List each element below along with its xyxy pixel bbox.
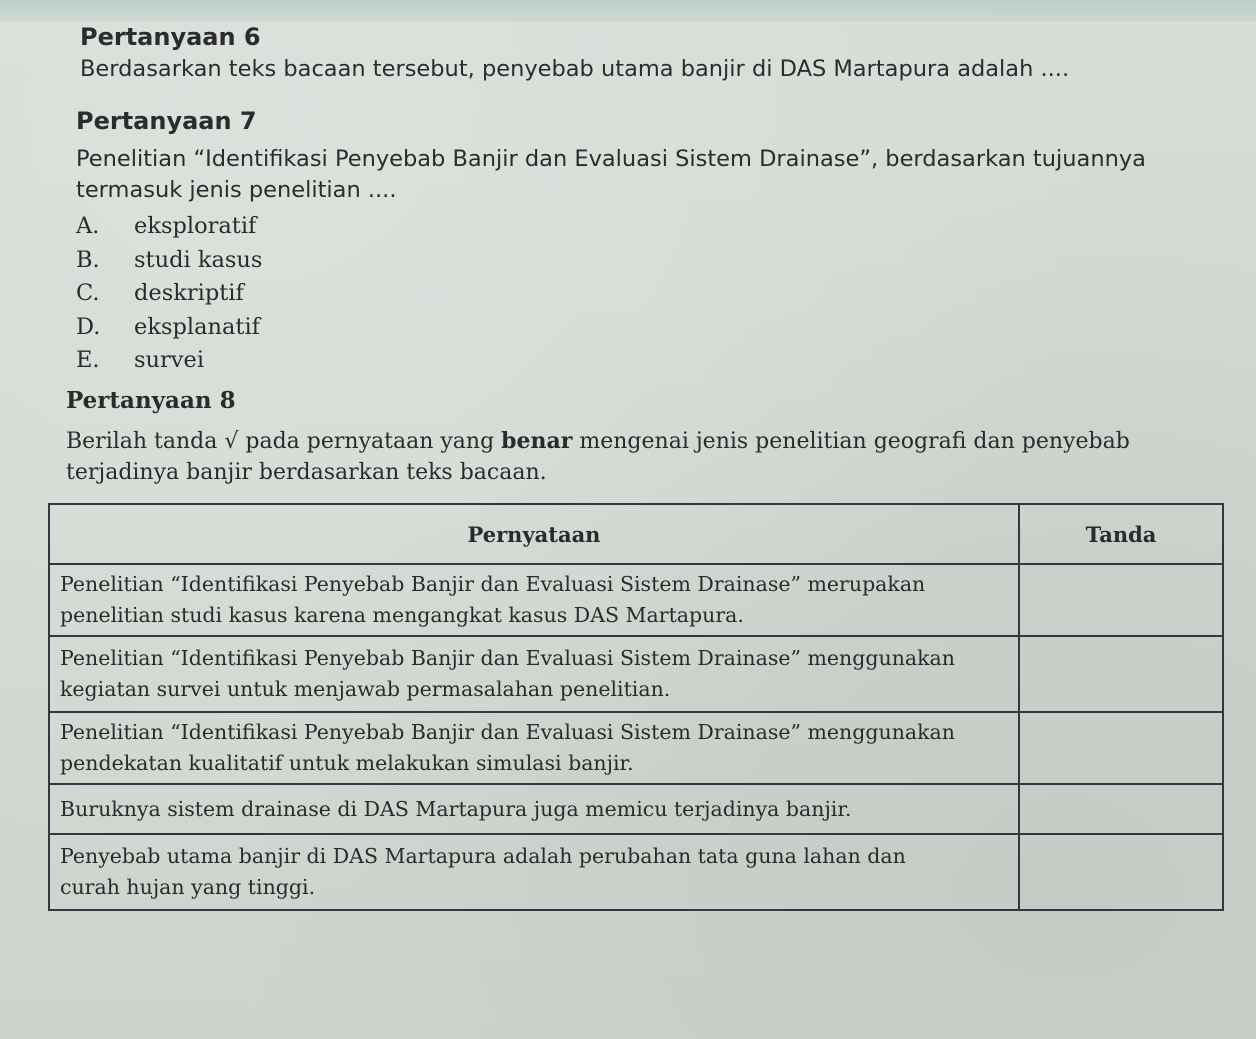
question-6-heading: Pertanyaan 6 bbox=[80, 23, 261, 51]
option-text: deskriptif bbox=[134, 280, 244, 306]
question-8-instruction-line1 bbox=[66, 426, 1231, 457]
question-7-heading: Pertanyaan 7 bbox=[76, 107, 257, 135]
option-text: eksplanatif bbox=[134, 313, 260, 340]
option-c[interactable] bbox=[76, 277, 1236, 311]
option-text: eksploratif bbox=[134, 213, 257, 239]
table-row bbox=[49, 564, 1223, 636]
option-letter: E. bbox=[76, 347, 100, 373]
statement-line: Penyebab utama banjir di DAS Martapura adalah perubahan tata guna lahan dan bbox=[60, 844, 906, 868]
page-edge bbox=[0, 0, 1256, 22]
statement-line: Penelitian “Identifikasi Penyebab Banjir dan Evaluasi Sistem Drainase” menggunakan bbox=[60, 720, 955, 744]
statement-cell bbox=[49, 564, 1019, 636]
table-row bbox=[49, 834, 1223, 910]
column-header-statement: Pernyataan bbox=[49, 504, 1019, 564]
table-row bbox=[49, 636, 1223, 712]
statement-line: kegiatan survei untuk menjawab permasalahan penelitian. bbox=[60, 677, 671, 701]
statement-line: Penelitian “Identifikasi Penyebab Banjir dan Evaluasi Sistem Drainase” merupakan bbox=[60, 572, 926, 596]
option-a[interactable] bbox=[76, 210, 1236, 244]
instruction-text-start: Berilah tanda bbox=[66, 429, 225, 454]
statement-line: pendekatan kualitatif untuk melakukan simulasi banjir. bbox=[60, 751, 634, 775]
table-row bbox=[49, 712, 1223, 784]
column-header-mark: Tanda bbox=[1019, 504, 1223, 564]
instruction-text-middle: pada pernyataan yang bbox=[238, 429, 502, 454]
checkmark-icon: √ bbox=[224, 429, 239, 454]
option-d[interactable] bbox=[76, 311, 1236, 345]
question-8-heading: Pertanyaan 8 bbox=[66, 387, 236, 414]
mark-cell[interactable] bbox=[1019, 834, 1223, 910]
question-8 bbox=[66, 386, 1231, 488]
mark-cell[interactable] bbox=[1019, 564, 1223, 636]
mark-cell[interactable] bbox=[1019, 712, 1223, 784]
option-text: studi kasus bbox=[134, 246, 263, 273]
mark-cell[interactable] bbox=[1019, 784, 1223, 834]
question-8-instruction-line2: terjadinya banjir berdasarkan teks bacaan. bbox=[66, 460, 547, 485]
statement-cell bbox=[49, 636, 1019, 712]
statement-cell bbox=[49, 712, 1019, 784]
statements-table bbox=[48, 503, 1224, 911]
statement-cell bbox=[49, 784, 1019, 834]
question-7-options bbox=[76, 210, 1236, 378]
instruction-emphasis: benar bbox=[501, 428, 573, 454]
question-7-text-line2: termasuk jenis penelitian .... bbox=[76, 177, 397, 203]
question-7 bbox=[76, 106, 1236, 378]
statement-line: curah hujan yang tinggi. bbox=[60, 875, 316, 899]
option-e[interactable] bbox=[76, 344, 1236, 378]
option-b[interactable] bbox=[76, 244, 1236, 278]
option-letter: D. bbox=[76, 313, 101, 340]
option-letter: C. bbox=[76, 280, 100, 306]
mark-cell[interactable] bbox=[1019, 636, 1223, 712]
table-row bbox=[49, 784, 1223, 834]
instruction-text-end: mengenai jenis penelitian geografi dan penyebab bbox=[572, 429, 1130, 454]
question-7-text-line1: Penelitian “Identifikasi Penyebab Banjir dan Evaluasi Sistem Drainase”, berdasarkan tujuannya bbox=[76, 146, 1146, 172]
statement-cell bbox=[49, 834, 1019, 910]
question-6 bbox=[80, 22, 1230, 85]
statement-line: penelitian studi kasus karena mengangkat kasus DAS Martapura. bbox=[60, 603, 744, 627]
statement-line: Penelitian “Identifikasi Penyebab Banjir dan Evaluasi Sistem Drainase” menggunakan bbox=[60, 646, 955, 670]
option-letter: B. bbox=[76, 246, 100, 273]
option-letter: A. bbox=[76, 213, 100, 239]
statement-line: Buruknya sistem drainase di DAS Martapura juga memicu terjadinya banjir. bbox=[60, 796, 852, 821]
table-header-row bbox=[49, 504, 1223, 564]
option-text: survei bbox=[134, 347, 205, 373]
question-6-text: Berdasarkan teks bacaan tersebut, penyebab utama banjir di DAS Martapura adalah .... bbox=[80, 56, 1070, 82]
